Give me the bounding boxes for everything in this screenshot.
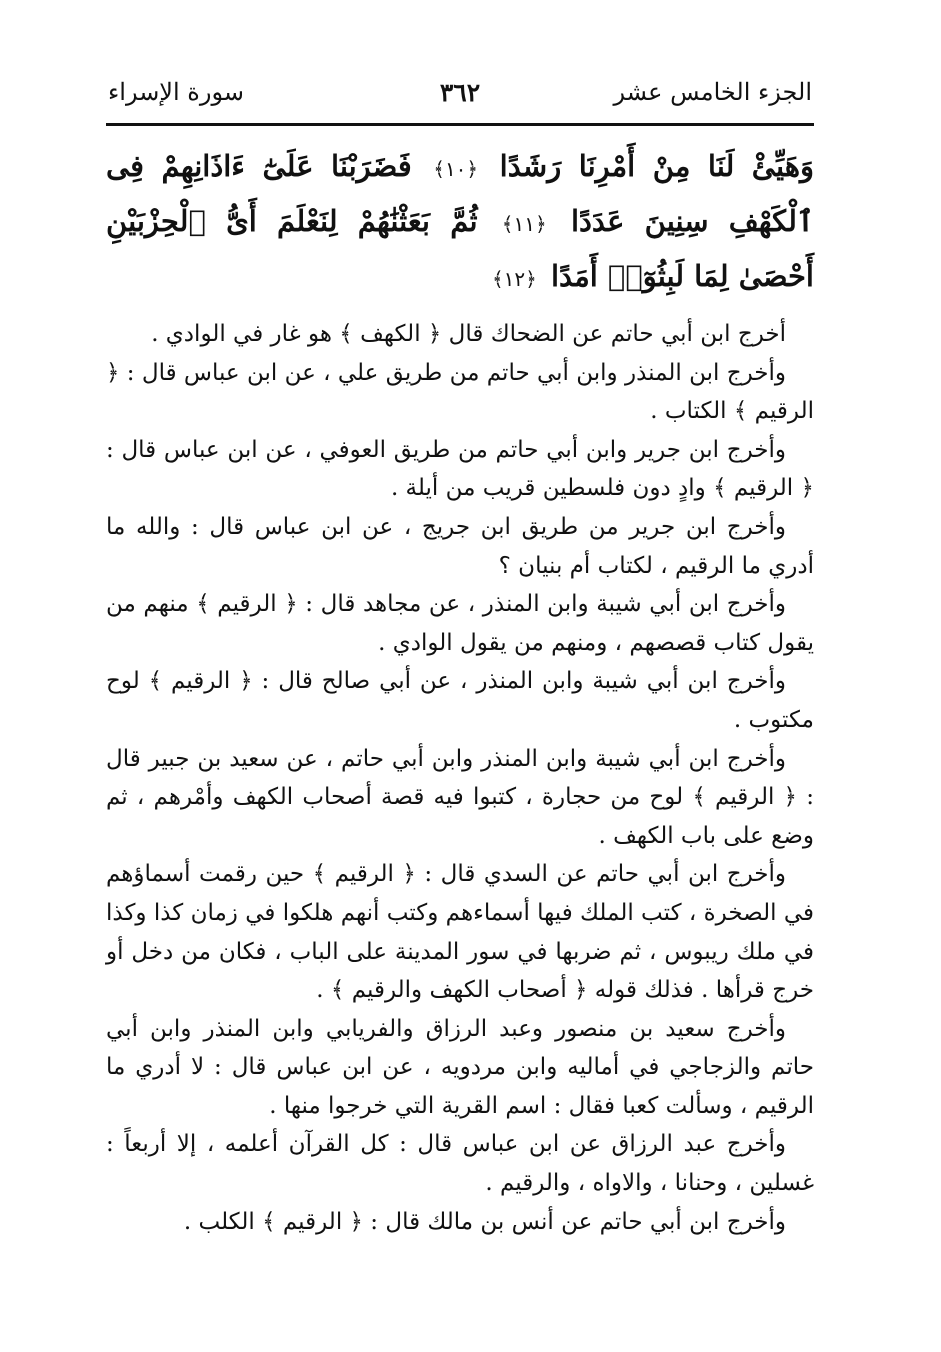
commentary-paragraph: وأخرج سعيد بن منصور وعبد الرزاق والفريابي وابن المنذر وابن أبي حاتم والزجاجي في أماليه وابن مردويه ، عن ابن عباس قال : لا أدري ما الرقيم ، وسألت كعبا فقال : اسم القرية التي خرجوا منها . bbox=[106, 1015, 814, 1119]
header-divider bbox=[106, 123, 814, 126]
verse-number-12: ﴿١٢﴾ bbox=[491, 267, 537, 291]
page-number: ٣٦٢ bbox=[439, 78, 481, 107]
verse-number-11: ﴿١١﴾ bbox=[501, 212, 547, 236]
surah-label: سورة الإسراء bbox=[108, 78, 244, 106]
commentary-paragraph: وأخرج ابن جرير وابن أبي حاتم من طريق العوفي ، عن ابن عباس قال : ﴿ الرقيم ﴾ وادٍ دون فلسطين قريب من أيلة . bbox=[106, 436, 814, 502]
page-header bbox=[108, 78, 812, 118]
commentary-paragraph: وأخرج ابن أبي شيبة وابن المنذر ، عن مجاهد قال : ﴿ الرقيم ﴾ منهم من يقول كتاب قصصهم ، ومنهم من يقول الوادي . bbox=[106, 591, 814, 656]
commentary-paragraph: وأخرج ابن أبي حاتم عن السدي قال : ﴿ الرقيم ﴾ حين رقمت أسماؤهم في الصخرة ، كتب الملك فيها أسماءهم وكتب أنهم هلكوا في زمان كذا وكذا في ملك ريبوس ، ثم ضربها في سور المدينة على الباب ، فكان من دخل أو خرج قرأها . فذلك قوله ﴿ أصحاب الكهف والرقيم ﴾ . bbox=[106, 861, 814, 1004]
commentary-paragraph: وأخرج عبد الرزاق عن ابن عباس قال : كل القرآن أعلمه ، إلا أربعاً : غسلين ، وحنانا ، والاواه ، والرقيم . bbox=[106, 1131, 814, 1197]
commentary-paragraph: وأخرج ابن جرير من طريق ابن جريج ، عن ابن عباس قال : والله ما أدري ما الرقيم ، لكتاب أم بنيان ؟ bbox=[106, 513, 814, 579]
commentary-paragraph: وأخرج ابن أبي حاتم عن أنس بن مالك قال : ﴿ الرقيم ﴾ الكلب . bbox=[183, 1208, 786, 1235]
verse-text-10: وَهَيِّئْ لَنَا مِنْ أَمْرِنَا رَشَدًا bbox=[499, 149, 814, 183]
quran-verse bbox=[106, 140, 814, 305]
verse-text-11: فَضَرَبْنَا عَلَىٰٓ ءَاذَانِهِمْ فِى ٱلْكَهْفِ سِنِينَ عَدَدًا bbox=[106, 149, 814, 238]
part-label: الجزء الخامس عشر bbox=[613, 78, 812, 106]
commentary-paragraph: وأخرج ابن أبي شيبة وابن المنذر وابن أبي حاتم ، عن سعيد بن جبير قال : ﴿ الرقيم ﴾ لوح من حجارة ، كتبوا فيه قصة أصحاب الكهف وأمْرهم ، ثم وضع على باب الكهف . bbox=[106, 745, 814, 849]
commentary-paragraph: وأخرج ابن المنذر وابن أبي حاتم من طريق علي ، عن ابن عباس قال : ﴿ الرقيم ﴾ الكتاب . bbox=[106, 359, 814, 425]
verse-text-12: ثُمَّ بَعَثْنَٰهُمْ لِنَعْلَمَ أَىُّ ٱلْحِزْبَيْنِ أَحْصَىٰ لِمَا لَبِثُوٓا۟ أَمَدًا bbox=[106, 204, 814, 293]
commentary-paragraph: أخرج ابن أبي حاتم عن الضحاك قال ﴿ الكهف ﴾ هو غار في الوادي . bbox=[151, 321, 786, 347]
verse-number-10: ﴿١٠﴾ bbox=[433, 157, 479, 181]
page-body bbox=[106, 140, 814, 1241]
commentary-paragraph: وأخرج ابن أبي شيبة وابن المنذر ، عن أبي صالح قال : ﴿ الرقيم ﴾ لوح مكتوب . bbox=[106, 668, 814, 733]
